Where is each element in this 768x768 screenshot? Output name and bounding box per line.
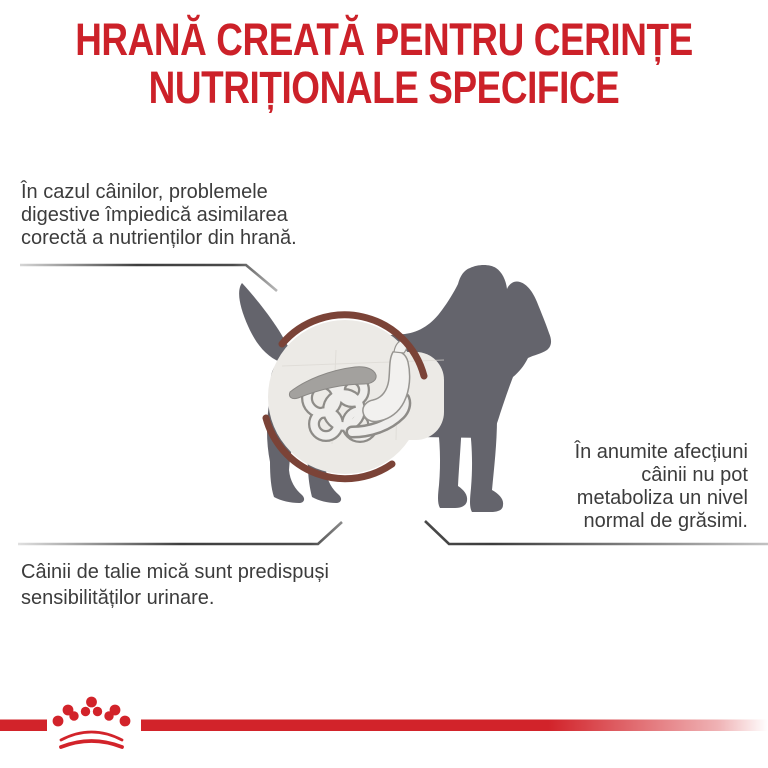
footer-red-bar [0,720,768,732]
annotation-digestive-line2: digestive împiedică asimilarea [21,204,288,226]
annotation-digestive-line3: corectă a nutrienților din hrană. [21,227,297,249]
callout-line-urinary [18,522,342,544]
annotation-urinary-line1: Câinii de talie mică sunt predispuși [21,561,329,583]
annotation-fat-line1: În anumite afecțiuni [574,441,748,463]
page-title [0,16,768,112]
callout-line-digestive [20,265,277,291]
annotation-digestive [21,181,297,250]
royal-canin-crown-icon [53,697,131,747]
annotation-urinary [21,559,329,611]
annotation-digestive-line1: În cazul câinilor, problemele [21,181,268,203]
annotation-fat-line4: normal de grăsimi. [583,510,748,532]
annotation-fat [575,441,748,533]
annotation-urinary-line2: sensibilităților urinare. [21,587,215,609]
page-title-line1: HRANĂ CREATĂ PENTRU CERINȚE [75,14,693,65]
annotation-fat-line3: metaboliza un nivel [576,487,748,509]
annotation-fat-line2: câinii nu pot [641,464,748,486]
page-title-line2: NUTRIȚIONALE SPECIFICE [148,62,620,113]
